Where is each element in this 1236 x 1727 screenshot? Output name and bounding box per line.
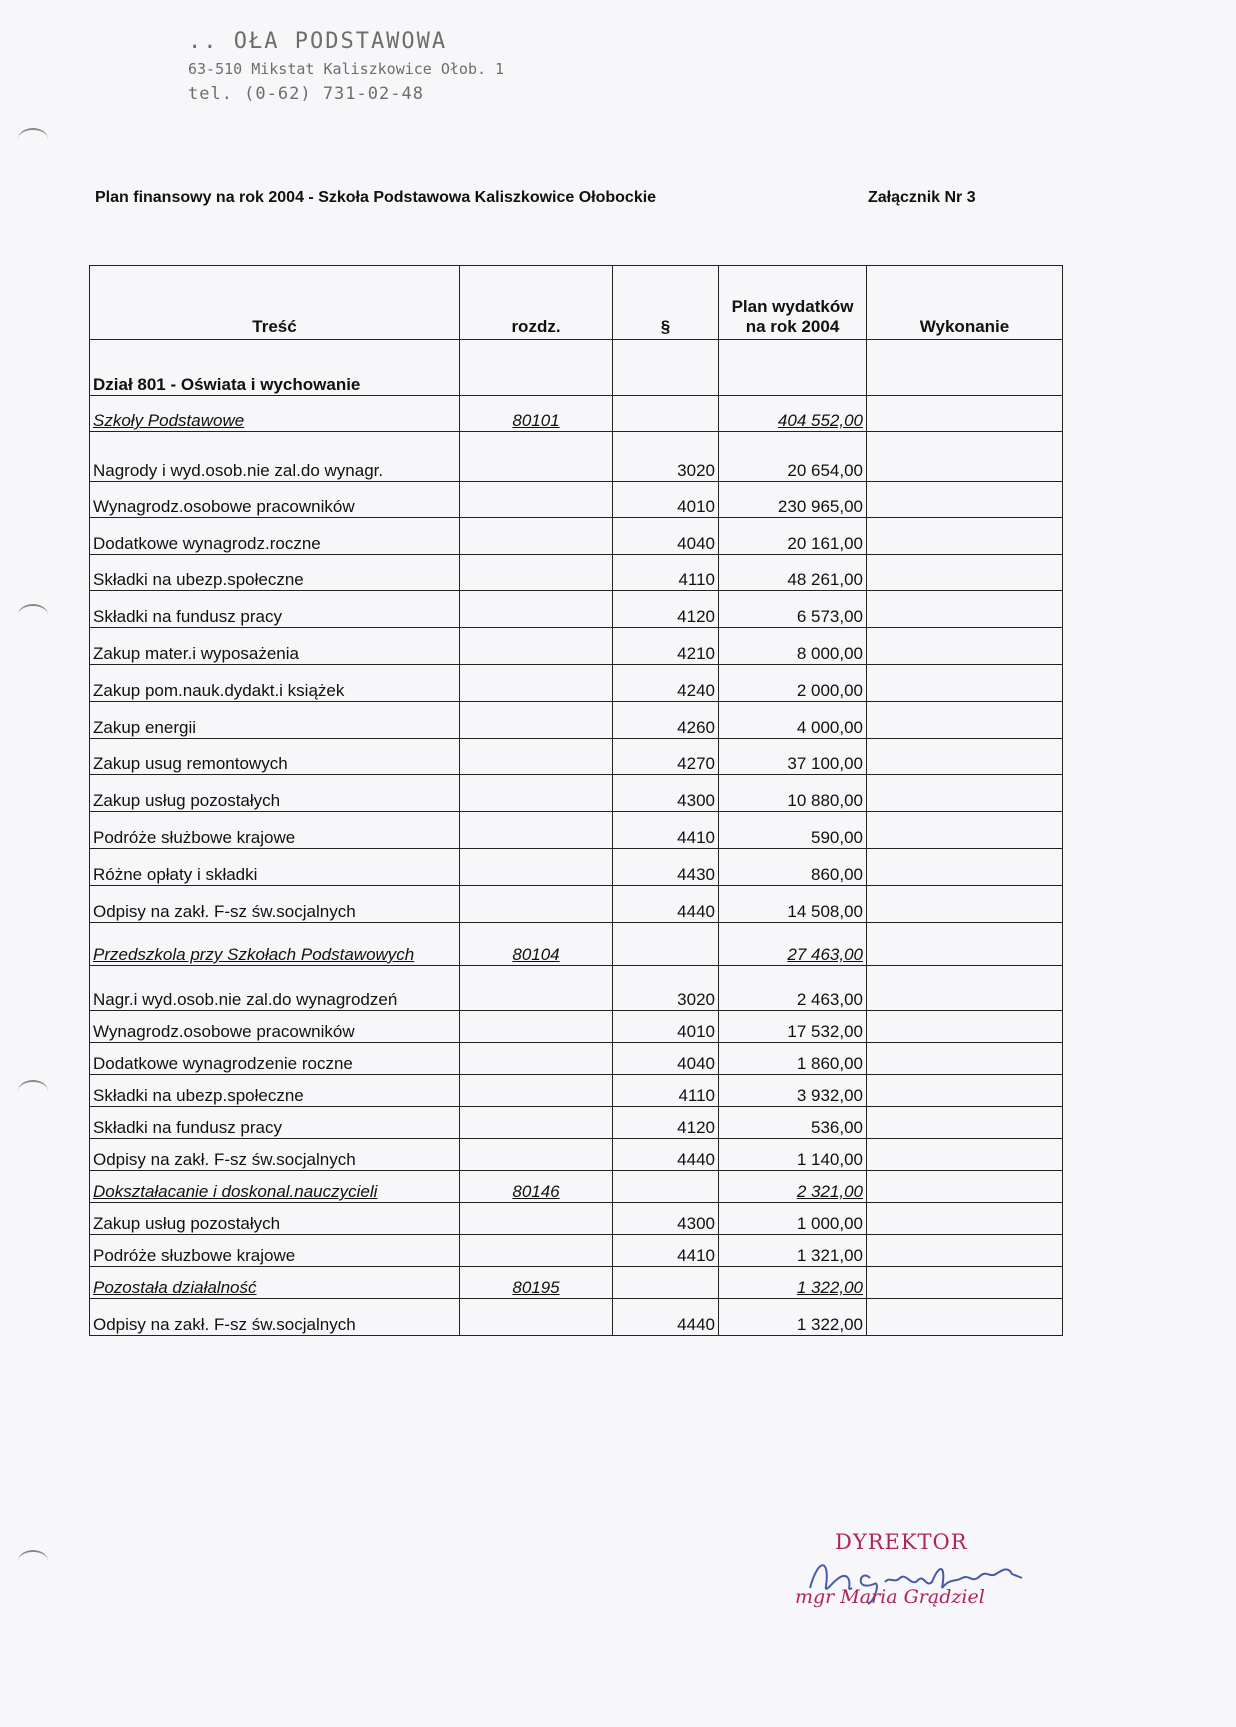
cell-tresc-text: Składki na ubezp.społeczne: [93, 1086, 304, 1105]
cell-plan-text: 2 000,00: [796, 681, 863, 700]
cell-tresc-text: Nagr.i wyd.osob.nie zal.do wynagrodzeń: [93, 990, 398, 1009]
cell-wykonanie: [867, 849, 1063, 886]
col-header-rozdz: rozdz.: [460, 266, 613, 340]
cell-tresc: [90, 966, 460, 1011]
cell-plan: [719, 702, 867, 739]
punch-hole-mark: [18, 604, 48, 626]
cell-rozdz: [460, 1171, 613, 1203]
cell-paragraph-text: 4440: [677, 1150, 715, 1169]
cell-plan-text: 3 932,00: [796, 1086, 863, 1105]
table-row: [90, 739, 1063, 775]
cell-tresc: [90, 1171, 460, 1203]
cell-tresc: [90, 1107, 460, 1139]
cell-paragraph: [613, 1043, 719, 1075]
cell-paragraph-text: 4110: [678, 1086, 715, 1105]
cell-tresc-text: Pozostała działalność: [93, 1278, 257, 1297]
cell-rozdz: [460, 1139, 613, 1171]
cell-rozdz: [460, 340, 613, 396]
cell-paragraph: [613, 775, 719, 812]
cell-wykonanie: [867, 482, 1063, 518]
cell-wykonanie: [867, 1235, 1063, 1267]
table-row-subtotal: [90, 1267, 1063, 1299]
cell-tresc-text: Wynagrodz.osobowe pracowników: [93, 497, 355, 516]
cell-tresc-text: Zakup mater.i wyposażenia: [93, 644, 299, 663]
cell-tresc-text: Zakup usług pozostałych: [93, 1214, 281, 1233]
cell-tresc: [90, 812, 460, 849]
cell-paragraph-text: 4210: [677, 644, 715, 663]
cell-plan-text: 37 100,00: [787, 754, 863, 773]
table-header-row: [90, 266, 1063, 340]
cell-plan: [719, 775, 867, 812]
cell-wykonanie: [867, 1171, 1063, 1203]
cell-tresc-text: Podróże słuzbowe krajowe: [93, 1246, 296, 1265]
cell-plan: [719, 739, 867, 775]
cell-plan: [719, 340, 867, 396]
cell-paragraph: [613, 812, 719, 849]
cell-tresc-text: Odpisy na zakł. F-sz św.socjalnych: [93, 1315, 356, 1334]
cell-tresc: [90, 555, 460, 591]
cell-plan: [719, 1235, 867, 1267]
cell-paragraph: [613, 1267, 719, 1299]
table-row: [90, 849, 1063, 886]
cell-paragraph: [613, 555, 719, 591]
cell-tresc-text: Szkoły Podstawowe: [93, 411, 245, 430]
cell-paragraph: [613, 396, 719, 432]
cell-tresc: [90, 1139, 460, 1171]
table-row: [90, 1043, 1063, 1075]
cell-plan-text: 1 000,00: [796, 1214, 863, 1233]
cell-plan: [719, 1171, 867, 1203]
cell-tresc-text: Dokształacanie i doskonal.nauczycieli: [93, 1182, 378, 1201]
signature-role: DYREKTOR: [835, 1530, 968, 1554]
cell-tresc: [90, 1075, 460, 1107]
col-header-tresc: Treść: [90, 266, 460, 340]
table-row: [90, 966, 1063, 1011]
cell-paragraph: [613, 1203, 719, 1235]
cell-tresc-text: Różne opłaty i składki: [93, 865, 258, 884]
cell-plan: [719, 432, 867, 482]
cell-plan-text: 8 000,00: [796, 644, 863, 663]
cell-paragraph: [613, 340, 719, 396]
cell-tresc: [90, 396, 460, 432]
cell-rozdz: [460, 555, 613, 591]
table-row: [90, 555, 1063, 591]
stamp-line-school: .. OŁA PODSTAWOWA: [188, 29, 448, 54]
punch-hole-mark: [18, 1080, 48, 1102]
cell-paragraph-text: 4410: [677, 1246, 715, 1265]
punch-hole-mark: [18, 1550, 48, 1572]
cell-plan: [719, 1011, 867, 1043]
cell-rozdz: [460, 923, 613, 966]
cell-paragraph: [613, 482, 719, 518]
table-row: [90, 591, 1063, 628]
cell-wykonanie: [867, 1075, 1063, 1107]
table-row: [90, 1011, 1063, 1043]
cell-paragraph-text: 3020: [677, 990, 715, 1009]
cell-rozdz-text: 80195: [512, 1278, 560, 1297]
cell-wykonanie: [867, 1011, 1063, 1043]
cell-tresc: [90, 1267, 460, 1299]
cell-tresc: [90, 775, 460, 812]
cell-plan: [719, 1139, 867, 1171]
cell-wykonanie: [867, 1203, 1063, 1235]
cell-rozdz-text: 80104: [512, 945, 560, 964]
cell-tresc: [90, 1043, 460, 1075]
director-signature-stamp: [790, 1528, 1050, 1648]
cell-plan-text: 1 321,00: [796, 1246, 863, 1265]
cell-paragraph-text: 4040: [677, 1054, 715, 1073]
cell-tresc: [90, 702, 460, 739]
cell-plan: [719, 665, 867, 702]
cell-plan-text: 230 965,00: [777, 497, 863, 516]
cell-plan-text: 860,00: [811, 865, 863, 884]
cell-plan-text: 2 321,00: [796, 1182, 863, 1201]
cell-paragraph: [613, 1075, 719, 1107]
cell-wykonanie: [867, 665, 1063, 702]
cell-paragraph-text: 4120: [677, 1118, 715, 1137]
cell-plan-text: 404 552,00: [777, 411, 863, 430]
cell-rozdz: [460, 482, 613, 518]
cell-paragraph: [613, 1299, 719, 1336]
cell-wykonanie: [867, 591, 1063, 628]
cell-wykonanie: [867, 1107, 1063, 1139]
cell-paragraph-text: 4440: [677, 902, 715, 921]
cell-wykonanie: [867, 518, 1063, 555]
cell-wykonanie: [867, 432, 1063, 482]
col-header-plan-line2: na rok 2004: [745, 317, 840, 336]
cell-tresc-text: Dodatkowe wynagrodz.roczne: [93, 534, 321, 553]
cell-rozdz: [460, 886, 613, 923]
cell-rozdz-text: 80146: [512, 1182, 560, 1201]
cell-tresc: [90, 923, 460, 966]
cell-tresc-text: Zakup energii: [93, 718, 197, 737]
cell-plan: [719, 591, 867, 628]
cell-plan: [719, 886, 867, 923]
cell-rozdz: [460, 1043, 613, 1075]
cell-plan: [719, 396, 867, 432]
cell-wykonanie: [867, 886, 1063, 923]
cell-paragraph: [613, 1171, 719, 1203]
cell-paragraph-text: 4040: [677, 534, 715, 553]
cell-wykonanie: [867, 340, 1063, 396]
cell-plan-text: 20 654,00: [787, 461, 863, 480]
cell-paragraph: [613, 591, 719, 628]
cell-tresc-text: Składki na fundusz pracy: [93, 1118, 282, 1137]
table-row: [90, 1235, 1063, 1267]
cell-tresc: [90, 340, 460, 396]
cell-plan: [719, 849, 867, 886]
col-header-paragraph: §: [613, 266, 719, 340]
cell-wykonanie: [867, 396, 1063, 432]
cell-paragraph-text: 4110: [678, 570, 715, 589]
col-header-plan-line1: Plan wydatków: [731, 297, 854, 316]
table-row: [90, 886, 1063, 923]
cell-plan: [719, 1043, 867, 1075]
cell-tresc-text: Dział 801 - Oświata i wychowanie: [93, 375, 361, 394]
cell-plan: [719, 482, 867, 518]
cell-tresc-text: Odpisy na zakł. F-sz św.socjalnych: [93, 1150, 356, 1169]
cell-rozdz: [460, 1203, 613, 1235]
cell-rozdz: [460, 1011, 613, 1043]
cell-tresc-text: Nagrody i wyd.osob.nie zal.do wynagr.: [93, 461, 384, 480]
cell-rozdz: [460, 1235, 613, 1267]
cell-tresc-text: Zakup usug remontowych: [93, 754, 288, 773]
cell-rozdz: [460, 591, 613, 628]
table-row: [90, 812, 1063, 849]
cell-rozdz: [460, 665, 613, 702]
cell-tresc: [90, 1235, 460, 1267]
cell-plan: [719, 812, 867, 849]
cell-paragraph: [613, 966, 719, 1011]
cell-tresc-text: Składki na ubezp.społeczne: [93, 570, 304, 589]
table-row: [90, 628, 1063, 665]
cell-paragraph-text: 4260: [677, 718, 715, 737]
cell-plan-text: 10 880,00: [787, 791, 863, 810]
cell-plan: [719, 518, 867, 555]
cell-rozdz-text: 80101: [512, 411, 560, 430]
cell-wykonanie: [867, 1139, 1063, 1171]
punch-hole-mark: [18, 128, 48, 150]
cell-paragraph: [613, 702, 719, 739]
stamp-line-address: 63-510 Mikstat Kaliszkowice Ołob. 1: [188, 59, 505, 78]
budget-table: [89, 265, 1063, 1336]
cell-plan: [719, 628, 867, 665]
cell-tresc: [90, 849, 460, 886]
cell-plan: [719, 1267, 867, 1299]
cell-tresc: [90, 482, 460, 518]
cell-tresc: [90, 432, 460, 482]
cell-plan-text: 6 573,00: [796, 607, 863, 626]
table-row-section: [90, 340, 1063, 396]
cell-paragraph: [613, 1235, 719, 1267]
table-row: [90, 775, 1063, 812]
table-row: [90, 432, 1063, 482]
cell-paragraph: [613, 1107, 719, 1139]
cell-paragraph: [613, 1139, 719, 1171]
cell-tresc-text: Składki na fundusz pracy: [93, 607, 282, 626]
cell-tresc: [90, 1011, 460, 1043]
cell-paragraph-text: 4300: [677, 1214, 715, 1233]
cell-plan-text: 48 261,00: [787, 570, 863, 589]
cell-tresc: [90, 518, 460, 555]
cell-paragraph-text: 4410: [677, 828, 715, 847]
cell-paragraph-text: 4010: [677, 497, 715, 516]
cell-plan: [719, 923, 867, 966]
cell-tresc-text: Wynagrodz.osobowe pracowników: [93, 1022, 355, 1041]
cell-rozdz: [460, 812, 613, 849]
cell-plan-text: 4 000,00: [796, 718, 863, 737]
cell-rozdz: [460, 432, 613, 482]
table-row: [90, 702, 1063, 739]
cell-wykonanie: [867, 1299, 1063, 1336]
cell-wykonanie: [867, 739, 1063, 775]
cell-plan-text: 2 463,00: [796, 990, 863, 1009]
document-title: Plan finansowy na rok 2004 - Szkoła Podstawowa Kaliszkowice Ołobockie: [95, 189, 657, 206]
cell-rozdz: [460, 1267, 613, 1299]
cell-tresc-text: Dodatkowe wynagrodzenie roczne: [93, 1054, 353, 1073]
cell-wykonanie: [867, 775, 1063, 812]
cell-paragraph-text: 4300: [677, 791, 715, 810]
cell-tresc: [90, 739, 460, 775]
table-row: [90, 518, 1063, 555]
cell-rozdz: [460, 739, 613, 775]
cell-paragraph-text: 3020: [677, 461, 715, 480]
table-row: [90, 1299, 1063, 1336]
cell-rozdz: [460, 1107, 613, 1139]
cell-plan-text: 1 860,00: [796, 1054, 863, 1073]
cell-wykonanie: [867, 628, 1063, 665]
cell-rozdz: [460, 966, 613, 1011]
cell-wykonanie: [867, 923, 1063, 966]
cell-plan: [719, 1107, 867, 1139]
cell-plan-text: 536,00: [811, 1118, 863, 1137]
cell-plan: [719, 1075, 867, 1107]
signature-name: mgr Maria Grądziel: [795, 1586, 985, 1608]
cell-paragraph: [613, 886, 719, 923]
cell-paragraph-text: 4010: [677, 1022, 715, 1041]
cell-paragraph-text: 4440: [677, 1315, 715, 1334]
cell-tresc: [90, 886, 460, 923]
cell-tresc-text: Zakup pom.nauk.dydakt.i książek: [93, 681, 345, 700]
cell-rozdz: [460, 518, 613, 555]
table-row: [90, 482, 1063, 518]
cell-rozdz: [460, 396, 613, 432]
stamp-line-phone: tel. (0-62) 731-02-48: [188, 84, 424, 105]
cell-wykonanie: [867, 555, 1063, 591]
cell-paragraph-text: 4430: [677, 865, 715, 884]
table-row-subtotal: [90, 396, 1063, 432]
cell-paragraph-text: 4240: [677, 681, 715, 700]
cell-paragraph: [613, 518, 719, 555]
cell-rozdz: [460, 775, 613, 812]
cell-paragraph: [613, 665, 719, 702]
cell-tresc-text: Zakup usług pozostałych: [93, 791, 281, 810]
cell-tresc-text: Odpisy na zakł. F-sz św.socjalnych: [93, 902, 356, 921]
table-row-subtotal: [90, 1171, 1063, 1203]
cell-plan-text: 27 463,00: [787, 945, 863, 964]
cell-plan-text: 20 161,00: [787, 534, 863, 553]
cell-tresc: [90, 665, 460, 702]
cell-wykonanie: [867, 1043, 1063, 1075]
cell-wykonanie: [867, 966, 1063, 1011]
cell-tresc-text: Przedszkola przy Szkołach Podstawowych: [93, 945, 415, 964]
cell-tresc-text: Podróże służbowe krajowe: [93, 828, 296, 847]
cell-rozdz: [460, 1299, 613, 1336]
cell-paragraph: [613, 849, 719, 886]
annex-number: Załącznik Nr 3: [868, 189, 976, 206]
cell-wykonanie: [867, 812, 1063, 849]
cell-plan-text: 14 508,00: [787, 902, 863, 921]
cell-wykonanie: [867, 1267, 1063, 1299]
school-stamp: [188, 28, 504, 106]
cell-tresc: [90, 1299, 460, 1336]
cell-rozdz: [460, 628, 613, 665]
cell-paragraph: [613, 432, 719, 482]
cell-plan-text: 1 322,00: [796, 1315, 863, 1334]
cell-paragraph-text: 4120: [677, 607, 715, 626]
cell-tresc: [90, 628, 460, 665]
cell-tresc: [90, 1203, 460, 1235]
cell-plan-text: 17 532,00: [787, 1022, 863, 1041]
cell-plan: [719, 555, 867, 591]
table-row: [90, 1203, 1063, 1235]
cell-plan: [719, 966, 867, 1011]
cell-paragraph: [613, 628, 719, 665]
table-row: [90, 1107, 1063, 1139]
col-header-wykonanie: Wykonanie: [867, 266, 1063, 340]
cell-rozdz: [460, 1075, 613, 1107]
cell-paragraph-text: 4270: [677, 754, 715, 773]
cell-plan-text: 1 322,00: [796, 1278, 863, 1297]
cell-paragraph: [613, 739, 719, 775]
cell-plan-text: 1 140,00: [796, 1150, 863, 1169]
cell-tresc: [90, 591, 460, 628]
cell-rozdz: [460, 702, 613, 739]
col-header-plan: [719, 266, 867, 340]
table-row: [90, 1075, 1063, 1107]
table-row-subtotal: [90, 923, 1063, 966]
cell-plan: [719, 1299, 867, 1336]
cell-plan: [719, 1203, 867, 1235]
cell-paragraph: [613, 923, 719, 966]
table-row: [90, 1139, 1063, 1171]
cell-plan-text: 590,00: [811, 828, 863, 847]
cell-rozdz: [460, 849, 613, 886]
table-row: [90, 665, 1063, 702]
cell-wykonanie: [867, 702, 1063, 739]
cell-paragraph: [613, 1011, 719, 1043]
